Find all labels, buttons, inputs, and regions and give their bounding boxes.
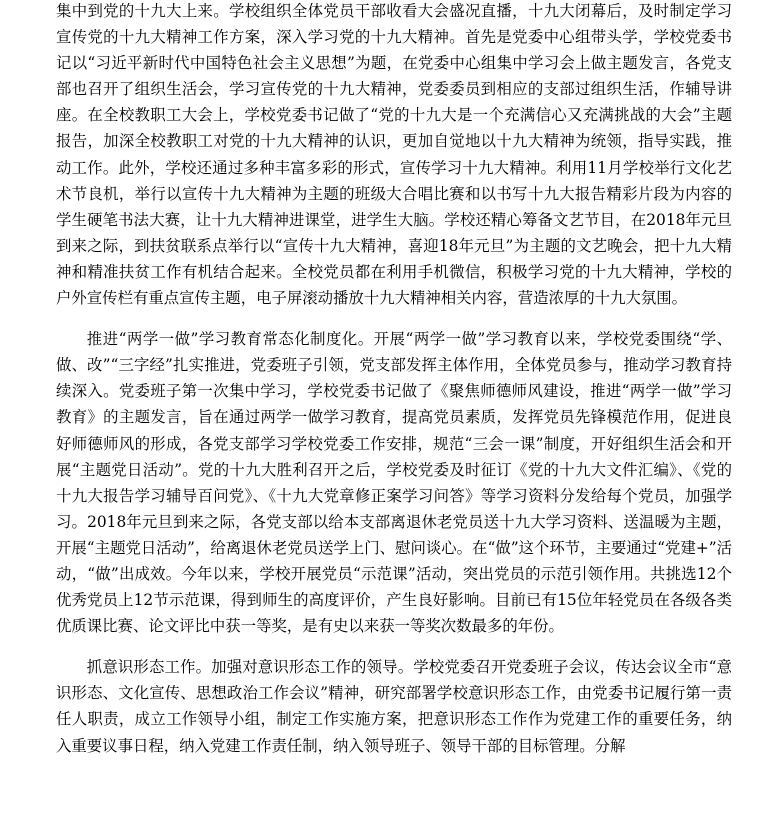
paragraph-party-congress-study: 集中到党的十九大上来。学校组织全体党员干部收看大会盛况直播，十九大闭幕后，及时制定学习宣传党的十九大精神工作方案，深入学习党的十九大精神。首先是党委中心组带头学，学校党委书记以“习近平新时代中国特色社会主义思想”为题，在党委中心组集中学习会上做主题发言，各党支部也召开了组织生活会，学习宣传党的十九大精神，党委委员到相应的支部过组织生活，作辅导讲座。在全校教职工大会上，学校党委书记做了“党的十九大是一个充满信心又充满挑战的大会”主题报告，加深全校教职工对党的十九大精神的认识，更加自觉地以十九大精神为统领，指导实践，推动工作。此外，学校还通过多种丰富多彩的形式，宣传学习十九大精神。利用11月学校举行文化艺术节良机，举行以宣传十九大精神为主题的班级大合唱比赛和以书写十九大报告精彩片段为内容的学生硬笔书法大赛，让十九大精神进课堂，进学生大脑。学校还精心筹备文艺节目，在2018年元旦到来之际，到扶贫联系点举行以“宣传十九大精神，喜迎18年元旦”为主题的文艺晚会，把十九大精神和精准扶贫工作有机结合起来。全校党员都在利用手机微信，积极学习党的十九大精神，学校的户外宣传栏有重点宣传主题，电子屏滚动播放十九大精神相关内容，营造浓厚的十九大氛围。 [56, 2, 732, 308]
document-page [56, 0, 732, 774]
paragraph-ideology-work: 抓意识形态工作。加强对意识形态工作的领导。学校党委召开党委班子会议，传达会议全市“意识形态、文化宣传、思想政治工作会议”精神，研究部署学校意识形态工作，由党委书记履行第一责任人职责，成立工作领导小组，制定工作实施方案，把意识形态工作作为党建工作的重要任务，纳入重要议事日程，纳入党建工作责任制，纳入领导班子、领导干部的目标管理。分解 [56, 658, 732, 755]
paragraph-two-studies-one-action: 推进“两学一做”学习教育常态化制度化。开展“两学一做”学习教育以来，学校党委围绕“学、做、改”“三字经”扎实推进，党委班子引领，党支部发挥主体作用，全体党员参与，推动学习教育持续深入。党委班子第一次集中学习，学校党委书记做了《聚焦师德师风建设，推进“两学一做”学习教育》的主题发言，旨在通过两学一做学习教育，提高党员素质，发挥党员先锋模范作用，促进良好师德师风的形成，各党支部学习学校党委工作安排，规范“三会一课”制度，开好组织生活会和开展“主题党日活动”。党的十九大胜利召开之后，学校党委及时征订《党的十九大文件汇编》、《党的十九大报告学习辅导百问党》、《十九大党章修正案学习问答》等学习资料分发给每个党员，加强学习。2018年元旦到来之际，各党支部以给本支部离退休老党员送十九大学习资料、送温暖为主题，开展“主题党日活动”，给离退休老党员送学上门、慰问谈心。在“做”这个环节，主要通过“党建+”活动，“做”出成效。今年以来，学校开展党员“示范课”活动，突出党员的示范引领作用。共挑选12个优秀党员上12节示范课，得到师生的高度评价，产生良好影响。目前已有15位年轻党员在各级各类优质课比赛、论文评比中获一等奖，是有史以来获一等奖次数最多的年份。 [56, 330, 732, 636]
